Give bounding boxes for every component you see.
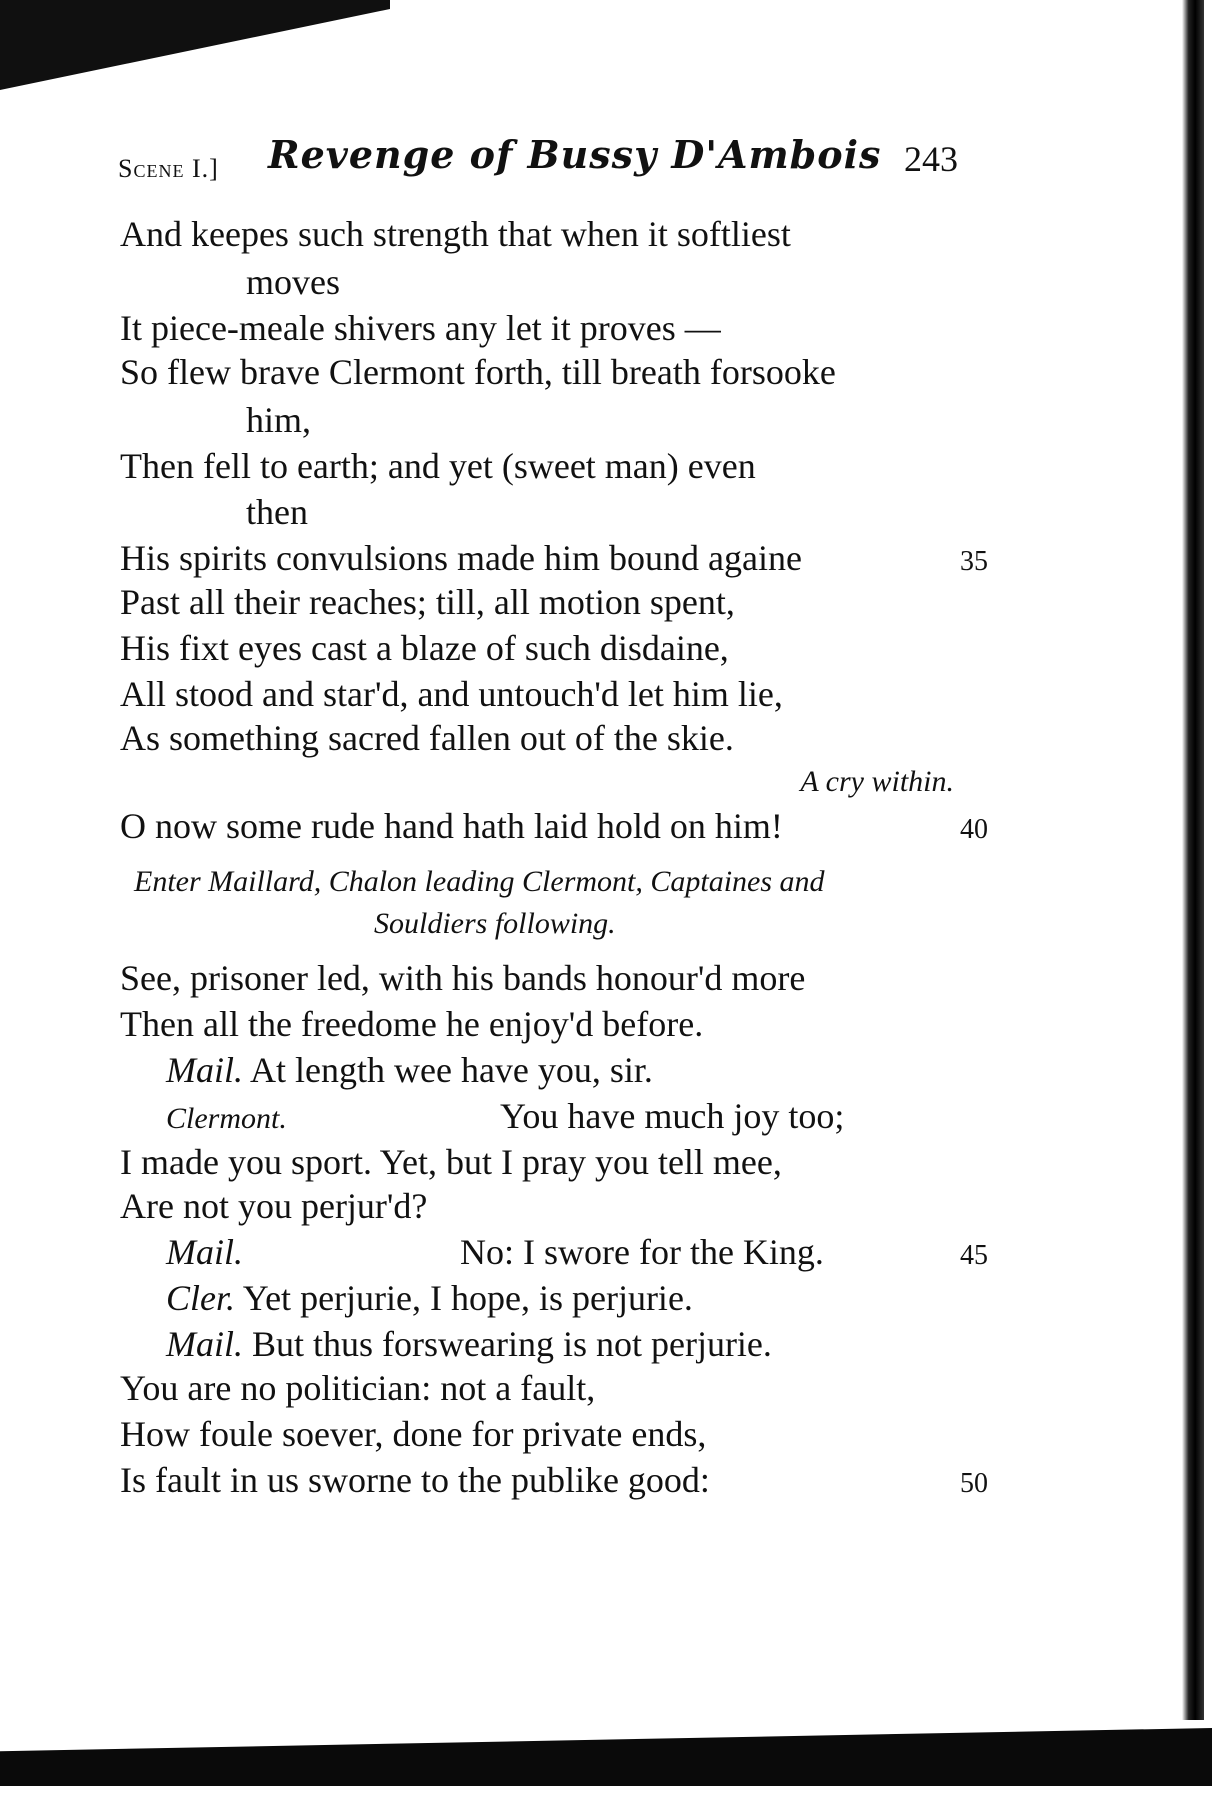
line-number: 35 [960,546,988,577]
running-header [118,132,958,192]
dialogue-line [166,1094,287,1141]
dialogue-line [166,1048,653,1092]
speech-text: No: I swore for the King. [460,1232,824,1272]
page-number: 243 [904,139,958,179]
line-number: 50 [960,1468,988,1499]
scene-label: Scene I.] [118,154,219,183]
verse-line: It piece-meale shivers any let it proves — [120,308,721,348]
dialogue-line [166,1230,243,1274]
speaker-label: Mail. [166,1232,243,1272]
verse-line: How foule soever, done for private ends, [120,1414,707,1454]
running-title: Revenge of Bussy D'Ambois [268,132,882,177]
verse-line: As something sacred fallen out of the skie. [120,718,734,758]
speaker-label: Mail. [166,1324,243,1364]
verse-line: See, prisoner led, with his bands honour'd more [120,958,806,998]
speech-text: At length wee have you, sir. [250,1050,653,1090]
verse-line: All stood and star'd, and untouch'd let him lie, [120,674,783,714]
verse-line: His fixt eyes cast a blaze of such disdaine, [120,628,729,668]
verse-line: I made you sport. Yet, but I pray you tell mee, [120,1142,782,1182]
line-number: 40 [960,814,988,845]
verse-line: Then fell to earth; and yet (sweet man) even [120,446,756,486]
verse-line: Is fault in us sworne to the publike good: [120,1460,710,1500]
stage-direction: Enter Maillard, Chalon leading Clermont, Captaines and [134,865,825,898]
speech-text: But thus forswearing is not perjurie. [252,1324,772,1364]
verse-line: O now some rude hand hath laid hold on him! [120,806,783,846]
stage-direction: Souldiers following. [374,907,616,940]
speaker-label: Cler. [166,1278,236,1318]
verse-line: Then all the freedome he enjoy'd before. [120,1004,704,1044]
speech-text: You have much joy too; [500,1096,845,1136]
verse-line: You are no politician: not a fault, [120,1368,596,1408]
verse-line: Are not you perjur'd? [120,1186,428,1226]
verse-line-continuation: him, [246,400,312,440]
verse-line-continuation: moves [246,262,340,302]
line-number: 45 [960,1240,988,1271]
verse-line: Past all their reaches; till, all motion spent, [120,582,735,622]
verse-line: So flew brave Clermont forth, till breath forsooke [120,352,836,392]
dialogue-line [166,1322,772,1366]
verse-line-continuation: then [246,492,308,532]
verse-line: And keepes such strength that when it softliest [120,214,791,254]
speech-text: Yet perjurie, I hope, is perjurie. [242,1278,693,1318]
stage-direction: A cry within. [800,765,954,798]
dialogue-line [166,1276,693,1320]
verse-line: His spirits convulsions made him bound againe [120,538,802,578]
speaker-label: Clermont. [166,1102,287,1135]
speaker-label: Mail. [166,1050,243,1090]
